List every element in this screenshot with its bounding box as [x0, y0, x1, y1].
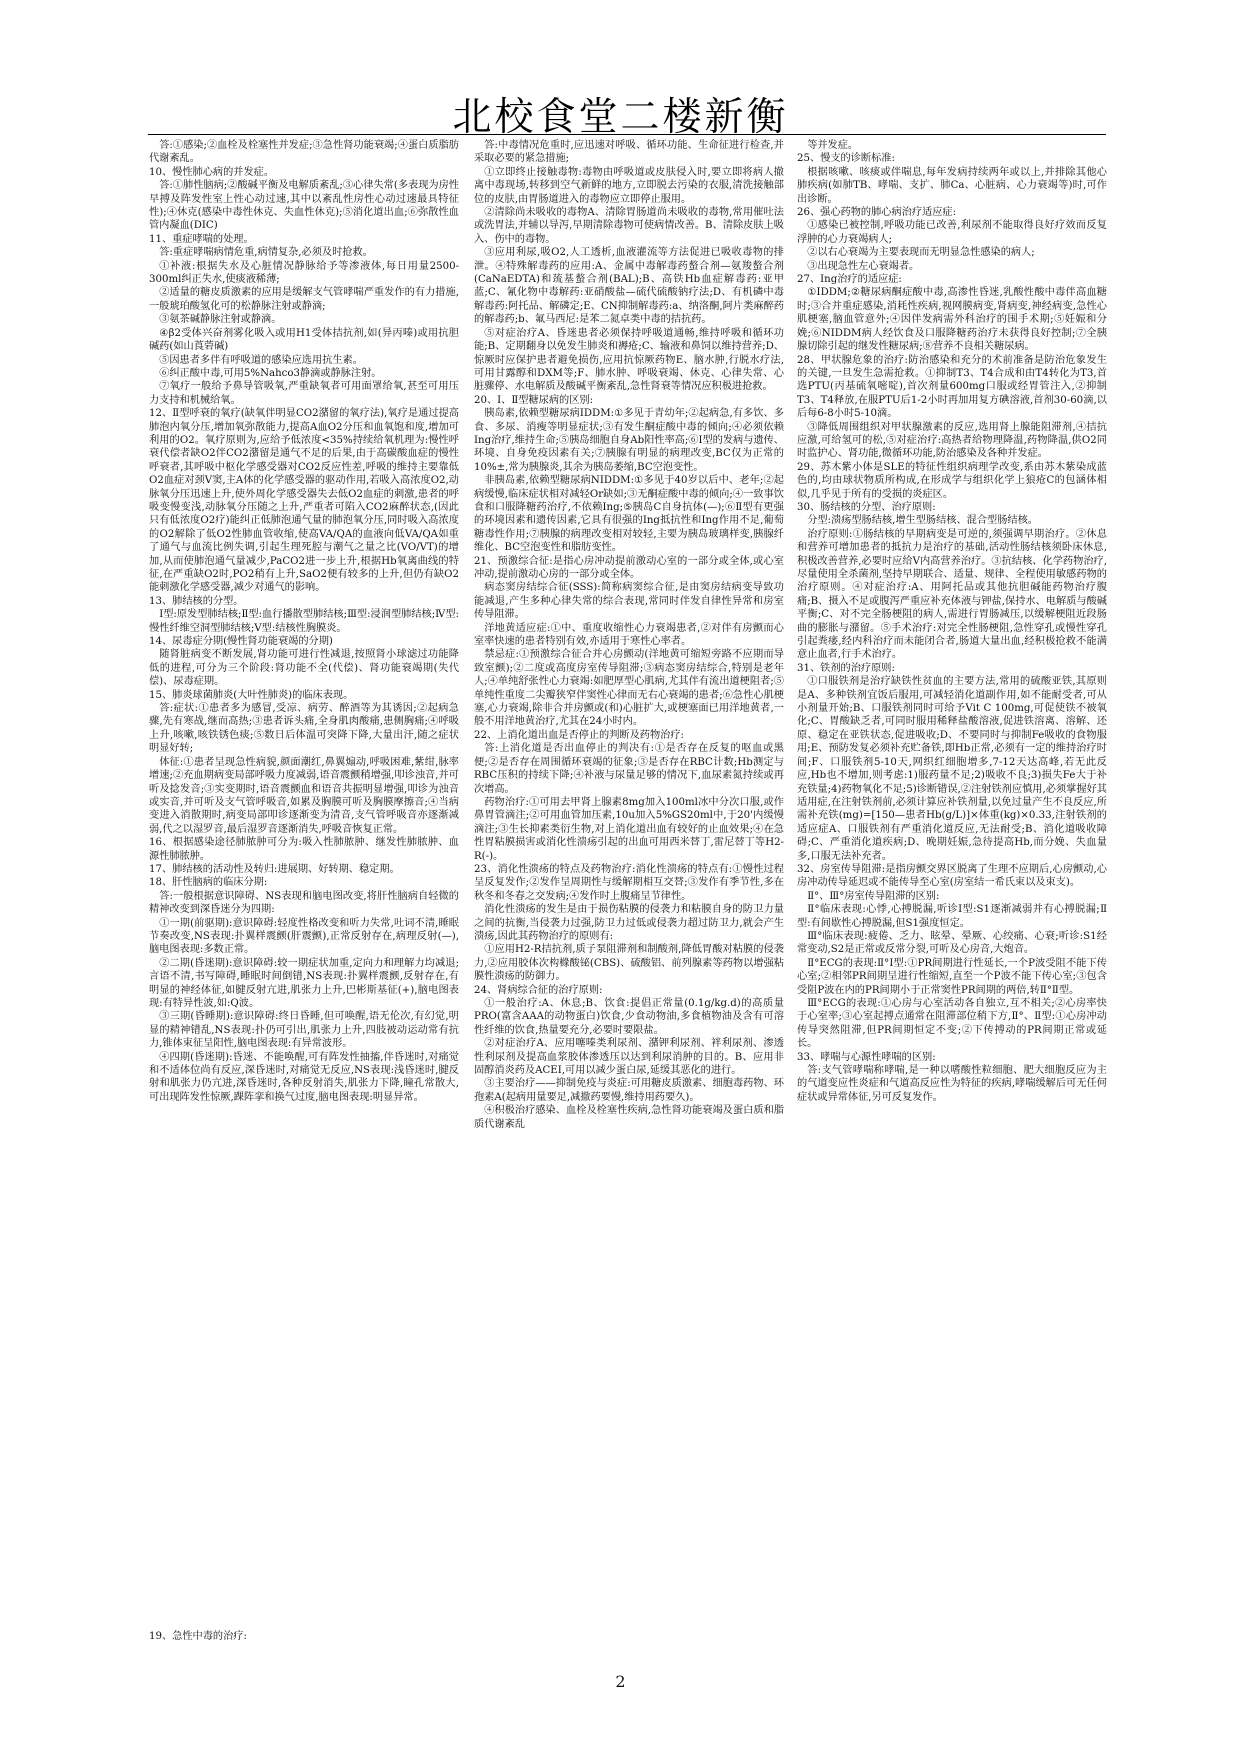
paragraph: ③三期(昏睡期):意识障碍:终日昏睡,但可唤醒,语无伦次,有幻觉,明显的精神错乱,NS表现:扑仍可引出,肌张力上升,四肢被动运动常有抗力,锥体束征呈阳性,脑电图表现:有异常波形。	[149, 1011, 459, 1050]
paragraph: ①口服铁剂是治疗缺铁性贫血的主要方法,常用的硫酸亚铁,其原则是A、多种铁剂宜饭后服用,可减轻消化道副作用,如不能耐受者,可从小剂量开始;B、口服铁剂同时可给予Vit C 100mg,可促使铁不被氧化;C、胃酸缺乏者,可同时服用稀释盐酸溶液,促进铁溶离、溶解、还原、稳定在亚铁状态,促进吸收;D、不要同时与抑制Fe吸收的食物服用;E、预防发复必须补充贮备铁,即Hb正常,必须有一定的维持治疗时间;F、口服铁剂5-10天,网织红细胞增多,7-12天达高峰,若无此反应,Hb也不增加,则考虑:1)服药量不足;2)吸收不良;3)损失Fe大于补充铁量;4)药物氧化不足;5)诊断错误,②注射铁剂应慎用,必须掌握好其适用症,在注射铁剂前,必须计算应补铁剂量,以免过量产生不良反应,所需补充铁(mg)=[150—患者Hb(g/L)]×体重(kg)×0.33,注射铁剂的适应症A、口服铁剂有严重消化道反应,无法耐受;B、消化道吸收障碍;C、严重消化道疾病;D、晚期妊娠,急待提高Hb,而分娩、失血量多,口服无法补充者。	[797, 676, 1107, 862]
paragraph: ③氨茶碱静脉注射或静滴。	[159, 314, 282, 326]
paragraph: 洋地黄适应症:①中、重度收缩性心力衰竭患者,②对伴有房颤而心室率快速的患者特别有效,亦适用于寒性心率者。	[474, 622, 784, 648]
section-heading: 11、重症哮喘的处理。	[149, 233, 254, 245]
section-heading: 30、肠结核的分型、治疗原则:	[797, 501, 936, 513]
paragraph: 答:①肺性脑病;②酸碱平衡及电解质紊乱;③心律失常(多表现为房性早搏及阵发性室上性心动过速,其中以紊乱性房性心动过速最具特征性);④休克(感染中毒性休克、失血性休克);⑤消化道出血;⑥弥散性血管内凝血(DIC)	[149, 180, 459, 232]
section-heading: 12、Ⅱ型呼衰的氧疗(缺氧伴明显CO2潴留的氧疗法),氧疗是通过提高肺泡内氧分压,增加氧弥散能力,提高A血O2分压和血氧饱和度,增加可利用的O2。氧疗原则为,应给予低浓度<35%持续给氧机理为:慢性呼衰代偿者缺O2伴CO2潴留是通气不足的后果,由于高碳酸血症的慢性呼衰者,其呼吸中枢化学感受器对CO2反应性差,呼吸的维持主要靠低O2血症对颈V窦,主A体的化学感受器的驱动作用,若吸入高浓度O2,动脉氧分压迅速上升,使外周化学感受器失去低O2血症的刺激,患者的呼吸变慢变浅,动脉氧分压随之上升,严重者可陷入CO2麻醉状态,(因此只有低浓度O2疗)能纠正低肺泡通气量的肺泡氧分压,同时吸入高浓度的O2解除了低O2性肺血管收缩,使高VA/QA的血液向低VA/QA如重了通气与血流比例失调,引起生理死腔与潮气之量之比(VO/VT)的增加,从而使肺泡通气量减少,PaCO2进一步上升,根据Hb氧离曲线的特征,在严重缺O2时,PO2稍有上升,SaO2便有较多的上升,但仍有缺O2能刺激化学感受器,减少对通气的影响。	[149, 408, 459, 594]
paragraph: ④四期(昏迷期):昏迷、不能唤醒,可有阵发性抽搐,伴昏迷时,对痛觉和不适体位尚有反应,深昏迷时,对痛觉无反应,NS表现:浅昏迷时,腱反射和肌张力仍亢进,深昏迷时,各种反射消失,肌张力下降,瞳孔常散大,可出现阵发性惊厥,踝阵挛和换气过度,脑电图表现:明显异常。	[149, 1051, 459, 1103]
text-column-left	[149, 139, 459, 1104]
paragraph: 治疗原则:①肠结核的早期病变是可逆的,须强调早期治疗。②休息和营养可增加患者的抵抗力是治疗的基础,活动性肠结核须卧床休息,积极改善营养,必要时应给V内高营养治疗。③抗结核、化学药物治疗,尽量使用全杀菌剂,坚持早期联合、适量、规律、全程使用敏感药物的治疗原则。④对症治疗:A、用阿托品或其他抗胆碱能药物治疗腹痛;B、摄入不足或腹泻严重应补充体液与钾盐,保持水、电解质与酸碱平衡;C、对不完全肠梗阻的病人,需进行胃肠减压,以缓解梗阻近段肠曲的膨胀与潴留。⑤手术治疗:对完全性肠梗阻,急性穿孔或慢性穿孔引起粪瘘,经内科治疗而未能闭合者,肠道大量出血,经积极抢救不能满意止血者,行手术治疗。	[797, 528, 1107, 661]
section-heading: 31、铁剂的治疗原则:	[797, 662, 895, 674]
header-rule	[148, 134, 1106, 135]
paragraph: ⑤对症治疗A、昏迷患者必须保持呼吸道通畅,维持呼吸和循环功能;B、定期翻身以免发生肺炎和褥疮;C、输液和鼻饲以维持营养;D、惊厥时应保护患者避免损伤,应用抗惊厥药物E、脑水肿,行脱水疗法,可用甘露醇和DXM等;F、肺水肿、呼吸衰竭、休克、心律失常、心脏骤停、水电解质及酸碱平衡紊乱,急性肾衰等情况应积极进抢救。	[474, 327, 784, 393]
section-heading: 28、甲状腺危象的治疗:防治感染和充分的术前准备是防治危象发生的关键,一旦发生急需抢救。①抑制T3、T4合成和由T4转化为T3,首选PTU(丙基硫氧嘧啶),首次剂量600mg口服或经胃管注入,②抑制T3、T4释放,在服PTU后1-2小时再加用复方碘溶液,首剂30-60滴,以后每6-8小时5-10滴。	[797, 354, 1107, 420]
paragraph: ①补液:根据失水及心脏情况静脉给予等渗液体,每日用量2500-300ml纠正失水,使痰液稀薄;	[149, 260, 459, 286]
paragraph: 答:一般根据意识障碍、NS表现和脑电图改变,将肝性脑病自轻微的精神改变到深昏迷分为四期:	[149, 890, 459, 916]
section-heading: 33、哮喘与心源性哮喘的区别:	[797, 1051, 936, 1063]
paragraph: Ⅱ°临床表现:心悸,心搏脱漏,听诊Ⅰ型:S1逐渐减弱并有心搏脱漏;Ⅱ型:有间歇性心搏脱漏,但S1强度恒定。	[797, 904, 1107, 929]
paragraph: ⑥纠正酸中毒,可用5%Nahco3静滴或静脉注射。	[159, 367, 382, 379]
paragraph: Ⅱ°、Ⅲ°房室传导阻滞的区别:	[807, 890, 940, 902]
section-heading-19: 19、急性中毒的治疗:	[149, 1631, 247, 1642]
paragraph: 答:中毒情况危重时,应迅速对呼吸、循环功能、生命征进行检查,并采取必要的紧急措施;	[474, 140, 784, 165]
paragraph: ②以右心衰竭为主要表现而无明显急性感染的病人;	[807, 247, 1035, 259]
paragraph: Ⅱ°ECG的表现:Ⅱ°Ⅰ型:①PR间期进行性延长,一个P波受阻不能下传心室;②相邻PR间期呈进行性缩短,直至一个P波不能下传心室;③包含受阻P波在内的PR间期小于正常窦性PR间期的两倍,转Ⅱ°Ⅱ型。	[797, 957, 1107, 996]
paragraph: ①一般治疗:A、休息;B、饮食:提倡正常量(0.1g/kg.d)的高质量PRO(富含AAA的动物蛋白)饮食,少食动物油,多食植物油及含有可溶性纤维的饮食,热量要充分,必要时要限盐。	[474, 998, 784, 1036]
paragraph: 等并发症。	[807, 140, 859, 151]
paragraph: 根据咳嗽、咳痰或伴喘息,每年发病持续两年或以上,并排除其他心肺疾病(如肺TB、哮喘、支扩、肺Ca、心脏病、心力衰竭等)时,可作出诊断。	[797, 166, 1107, 205]
section-heading: 16、根据感染途径肺脓肿可分为:吸入性肺脓肿、继发性肺脓肿、血源性肺脓肿。	[149, 837, 459, 862]
paragraph: 病态窦房结综合征(SSS):简称病窦综合征,是由窦房结病变导致功能减退,产生多种心律失常的综合表现,常同时伴发自律性异常和房室传导阻滞。	[474, 582, 784, 621]
paragraph: ①感染已被控制,呼吸功能已改善,利尿剂不能取得良好疗效而反复浮肿的心力衰竭病人;	[797, 220, 1107, 245]
section-heading: 26、强心药物的肺心病治疗适应症:	[797, 207, 957, 219]
paragraph: ③主要治疗——抑制免疫与炎症:可用糖皮质激素、细胞毒药物、环孢素A(起病用量要足,减撤药要慢,维持用药要久)。	[474, 1078, 784, 1103]
page-header-title: 北校食堂二楼新衡	[452, 95, 789, 140]
paragraph: ④β2受体兴奋剂雾化吸入或用H1受体拮抗剂,如(异丙嗪)或用抗胆碱药(如山莨菪碱)	[149, 327, 459, 353]
section-heading: 13、肺结核的分型。	[149, 595, 244, 607]
paragraph: 答:重症哮喘病情危重,病情复杂,必须及时抢救。	[159, 247, 373, 259]
paragraph: ⑤因患者多伴有呼吸道的感染应选用抗生素。	[159, 354, 363, 366]
section-heading: 15、肺炎球菌肺炎(大叶性肺炎)的临床表现。	[149, 689, 354, 701]
paragraph: ⑦氧疗一般给予鼻导管吸氧,严重缺氧者可用面罩给氧,甚至可用压力支持和机械给氧。	[149, 381, 459, 406]
paragraph: 随肾脏病变不断发展,肾功能可进行性减退,按照肾小球滤过功能降低的进程,可分为三个阶段:肾功能不全(代偿)、肾功能衰竭期(失代偿)、尿毒症期。	[149, 649, 459, 688]
paragraph: ②适量的糖皮质激素的应用是缓解支气管哮喘严重发作的有力措施,一般琥珀酸氢化可的松静脉注射或静滴;	[149, 287, 459, 312]
section-heading: 17、肺结核的活动性及转归:进展期、好转期、稳定期。	[149, 863, 400, 875]
paragraph: Ⅲ°临床表现:疲倦、乏力、眩晕、晕厥、心绞痛、心衰;听诊:S1经常变动,S2是正常或反常分裂,可听及心房音,大炮音。	[797, 930, 1107, 956]
section-heading: 24、肾病综合征的治疗原则:	[474, 984, 603, 996]
paragraph: ①应用H2-R拮抗剂,质子泵阻滞剂和制酸剂,降低胃酸对粘膜的侵袭力,②应用胶体次构橼酸铋(CBS)、硫酸铝、前列腺素等药物以增强粘膜性溃疡的防御力。	[474, 944, 784, 983]
paragraph: ②对症治疗A、应用噻嗪类利尿剂、潴钾利尿剂、袢利尿剂、渗透性利尿剂及提高血浆胶体渗透压以达到利尿消肿的目的。B、应用非固醇消炎药及ACEI,可用以减少蛋白尿,延缓其恶化的进行。	[474, 1038, 784, 1077]
section-heading: 29、苏木紫小体是SLE的特征性组织病理学改变,系由苏木紫染成蓝色的,均由球状物质所构成,在形成学与组织化学上狼疮C的包涵体相似,几乎见于所有的受损的炎症区。	[797, 461, 1107, 500]
section-heading: 25、慢支的诊断标准:	[797, 153, 895, 165]
paragraph: 禁忌症:①预激综合征合并心房颤动(洋地黄可缩短旁路不应期而导致室颤);②二度或高度房室传导阻滞;③病态窦房结综合,特别是老年人;④单纯舒张性心力衰竭:如肥厚型心肌病,尤其伴有流出道梗阻者;⑤单纯性重度二尖瓣狭窄伴窦性心律而无右心衰竭的患者;⑥急性心肌梗塞,心力衰竭,除非合并房颤或(和)心脏扩大,或梗塞面已用洋地黄者,一般不用洋地黄治疗,尤其在24小时内。	[474, 649, 784, 728]
paragraph: ①IDDM;②糖尿病酮症酸中毒,高渗性昏迷,乳酸性酸中毒伴高血糖时;③合并重症感染,消耗性疾病,视网膜病变,肾病变,神经病变,急性心肌梗塞,脑血管意外;④因伴发病需外科治疗的围手术期;⑤妊娠和分娩;⑥NIDDM病人经饮食及口服降糖药治疗未获得良好控制;⑦全胰腺切除引起的继发性糖尿病;⑧营养不良相关糖尿病。	[797, 287, 1107, 353]
text-column-middle	[474, 139, 784, 1131]
section-heading: 18、肝性脑病的临床分期:	[149, 877, 268, 889]
paragraph: 答:①感染;②血栓及栓塞性并发症;③急性肾功能衰竭;④蛋白质脂肪代谢紊乱。	[149, 140, 459, 165]
text-column-right	[797, 139, 1107, 1104]
paragraph: ②二期(昏迷期):意识障碍:较一期症状加重,定向力和理解力均减退;言语不清,书写障碍,睡眠时间倒错,NS表现:扑翼样震颤,反射存在,有明显的神经体征,如腱反射亢进,肌张力上升,巴彬斯基征(+),脑电图表现:有特异性波,如:Q波。	[149, 957, 459, 1009]
paragraph: ①一期(前驱期):意识障碍:轻度性格改变和听力失常,吐词不清,睡眠节奏改变,NS表现:扑翼样震颤(肝震颤),正常反射存在,病理反射(—),脑电图表现:多数正常。	[149, 917, 459, 956]
paragraph: 答:支气管哮喘称哮喘,是一种以嗜酸性粒细胞、肥大细胞反应为主的气道变应性炎症和气道高反应性为特征的疾病,哮喘缓解后可无任何症状或异常体征,另可反复发作。	[797, 1065, 1107, 1103]
paragraph: 胰岛素,依赖型糖尿病IDDM:①多见于青幼年;②起病急,有多饮、多食、多尿、消瘦等明显症状;③有发生酮症酸中毒的倾向;④必须依赖Ing治疗,维持生命;⑤胰岛细胞自身Ab阳性率高;⑥Ⅰ型的发病与遗传、环境、自身免疫因素有关;⑦胰腺有明显的病理改变,BC仅为正常的10%±,常为胰腺炎,其余为胰岛萎缩,BC空泡变性。	[474, 408, 784, 473]
paragraph: ③降低周围组织对甲状腺激素的反应,选用肾上腺能阻滞剂,④拮抗应激,可给氢可的松,⑤对症治疗:高热者给物理降温,药物降温,供O2同时监护心、肾功能,微循环功能,防治感染及各种并发症。	[797, 421, 1107, 460]
paragraph: ②清除尚未吸收的毒物A、清除胃肠道尚未吸收的毒物,常用催吐法或洗胃法,并辅以导泻,早期清除毒物可使病情改善。B、清除皮肤上吸入、伤中的毒物。	[474, 207, 784, 245]
paragraph: 分型:溃疡型肠结核,增生型肠结核、混合型肠结核。	[807, 515, 1038, 527]
section-heading: 21、预激综合征:是指心房冲动提前激动心室的一部分或全体,或心室冲动,提前激动心房的一部分或全体。	[474, 555, 784, 580]
paragraph: ④积极治疗感染、血栓及栓塞性疾病,急性肾功能衰竭及蛋白质和脂质代谢紊乱	[474, 1105, 784, 1130]
section-heading: 23、消化性溃疡的特点及药物治疗:消化性溃疡的特点有:①慢性过程呈反复发作;②发作呈周期性与缓解期相互交替;③发作有季节性,多在秋冬和冬春之交发病;④发作时上腹痛呈节律性。	[474, 863, 784, 902]
section-heading: 10、慢性肺心病的并发症。	[149, 166, 275, 178]
paragraph: 体征:①患者呈现急性病貌,颜面潮红,鼻翼煽动,呼吸困难,紫绀,脉率增速;②充血期病变局部呼吸力度减弱,语音震颤稍增强,叩诊浊音,并可听及捻发音;③实变期时,语音震颤血和语音共振明显增强,叩诊为浊音或实音,并可听及支气管呼吸音,如累及胸膜可听及胸膜摩擦音;④当病变进入消散期时,病变局部叩诊逐渐变为清音,支气管呼吸音亦逐渐减弱,代之以湿罗音,最后湿罗音逐渐消失,呼吸音恢复正常。	[149, 756, 459, 835]
section-heading: 32、房室传导阻滞:是指房颤交界区脱离了生理不应期后,心房颤动,心房冲动传导延迟或不能传导至心室(房室结一希氏束以及束支)。	[797, 863, 1107, 889]
paragraph: 答:上消化道是否出血停止的判决有:①是否存在反复的呕血或黑便;②是否存在周围循环衰竭的征象;③是否存在RBC计数;Hb测定与RBC压积的持续下降;④补液与尿量足够的情况下,血尿素氮持续或再次增高。	[474, 743, 784, 795]
paragraph: ①立即终止接触毒物:毒物由呼吸道或皮肤侵入时,要立即将病人撤离中毒现场,转移到空气新鲜的地方,立即脱去污染的衣服,清洗接触部位的皮肤,由胃肠道进入的毒物应立即停止服用。	[474, 166, 784, 205]
section-heading: 27、Ing治疗的适应症:	[797, 274, 902, 286]
paragraph: ③出现急性左心衰竭者。	[807, 260, 920, 272]
page-number: 2	[615, 1672, 626, 1691]
paragraph: Ⅰ型:原发型肺结核;Ⅱ型:血行播散型肺结核;Ⅲ型:浸润型肺结核;Ⅳ型:慢性纤维空洞型肺结核;Ⅴ型:结核性胸膜炎。	[149, 609, 459, 634]
section-heading: 22、上消化道出血是否停止的判断及药物治疗:	[474, 729, 684, 741]
paragraph: 非胰岛素,依赖型糖尿病NIDDM:①多见于40岁以后中、老年;②起病缓慢,临床症状相对减轻Or缺如;③无酮症酸中毒的倾向;④一致事饮食和口服降糖药治疗,不依赖Ing;⑤胰岛C自身抗体(—);⑥Ⅱ型有更强的环境因素和遗传因素,它具有很强的Ing抵抗性和Ing作用不足,葡萄糖毒性作用;⑦胰腺的病理改变相对较轻,主要为胰岛玻璃样变,胰腺纤维化、BC空泡变性和脂肪变性。	[474, 475, 784, 554]
paragraph: Ⅲ°ECG的表现:①心房与心室活动各自独立,互不相关;②心房率快于心室率;③心室起搏点通常在阻滞部位稍下方,Ⅱ°、Ⅱ型:①心房冲动传导突然阻滞,但PR间期恒定不变;②下传搏动的PR间期正常或延长。	[797, 998, 1107, 1050]
paragraph: 消化性溃疡的发生是由于损伤粘膜的侵袭力和粘膜自身的防卫力量之间的抗衡,当侵袭力过强,防卫力过低或侵袭力超过防卫力,就会产生溃疡,因此其药物治疗的原则有:	[474, 904, 784, 942]
paragraph: 答:症状:①患者多为感冒,受凉、病劳、醉酒等为其诱因;②起病急骤,先有寒战,继而高热;③患者诉头痛,全身肌肉酸痛,患侧胸痛;④呼吸上升,咳嗽,咳铁锈色痰;⑤数日后体温可突降下降,大量出汗,随之症状明显好转;	[149, 703, 459, 755]
paragraph: ③应用利尿,吸O2,人工透析,血液灌流等方法促进已吸收毒物的排泄。④特殊解毒药的应用:A、金属中毒解毒药螯合剂—氨羧螯合剂(CaNaEDTA)和巯基螯合剂(BAL);B、高铁Hb血症解毒药:亚甲蓝;C、氰化物中毒解药:亚硝酸盐—硫代硫酸钠疗法;D、有机磷中毒解毒药:阿托品、解磷定;E、CN抑制解毒药:a、纳洛酮,阿片类麻醉药的解毒药;b、氟马西尼:是苯二氮卓类中毒的拮抗药。	[474, 247, 784, 326]
section-heading: 14、尿毒症分期(慢性肾功能衰竭的分期)	[149, 636, 333, 648]
section-heading: 20、Ⅰ、Ⅱ型糖尿病的区别:	[474, 394, 594, 406]
paragraph: 药物治疗:①可用去甲肾上腺素8mg加入100ml冰中分次口服,或作鼻胃管滴注;②可用血管加压素,10u加入5%GS20ml中,于20'内缓慢滴注;③生长抑素类衍生物,对上消化道出血有较好的止血效果;④在急性胃粘膜损害或消化性溃疡引起的出血可用西米替丁,雷尼替丁等H2-R(-)。	[474, 796, 784, 862]
